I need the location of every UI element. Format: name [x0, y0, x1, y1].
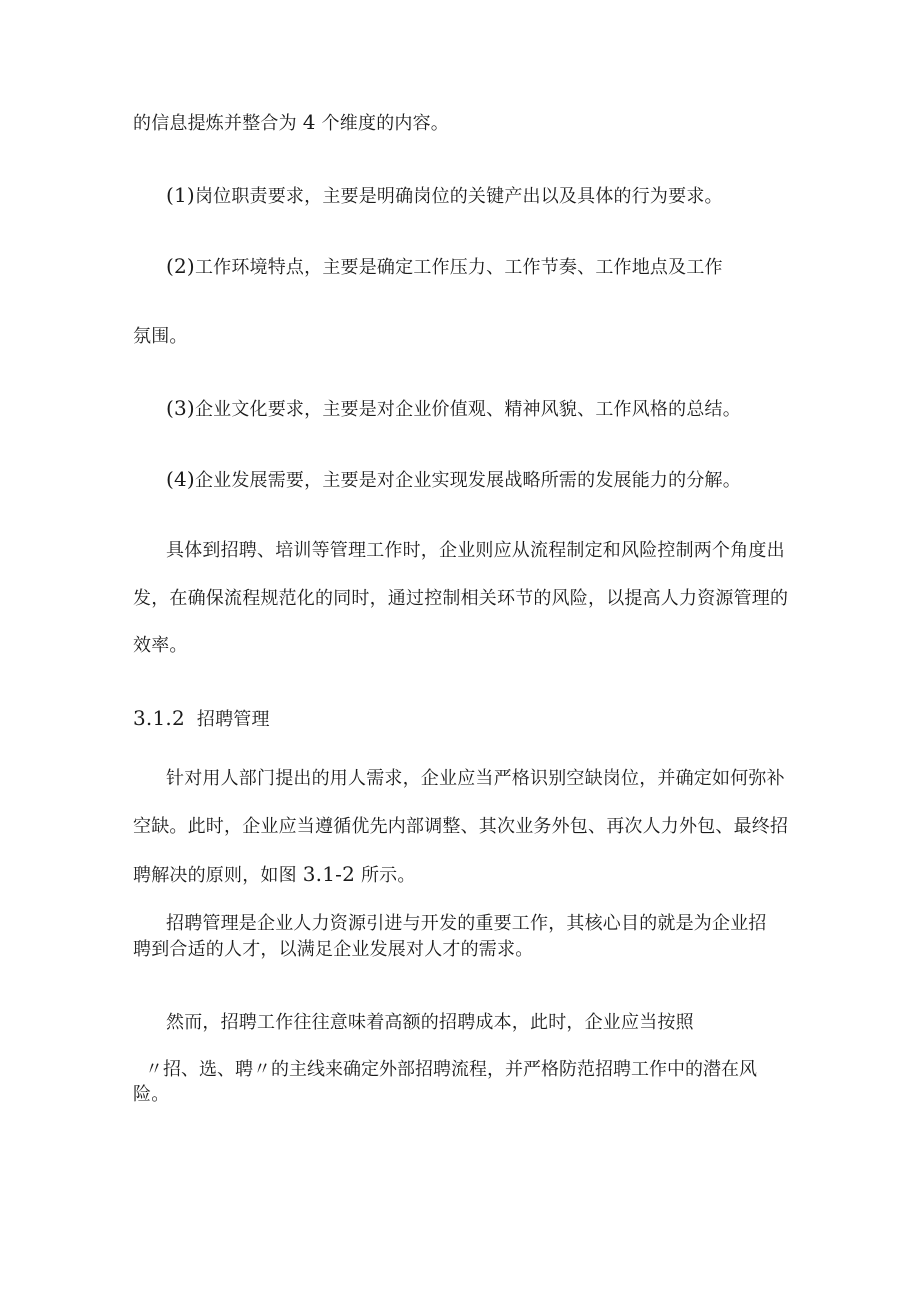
- text: 所示。: [360, 865, 416, 886]
- paragraph-line: [166, 912, 767, 936]
- list-item: [166, 467, 741, 493]
- text: 的信息提炼并整合为: [133, 113, 297, 134]
- list-text: 岗位职责要求，主要是明确岗位的关键产出以及具体的行为要求。: [194, 186, 723, 207]
- list-item-continuation: [133, 325, 188, 349]
- list-number: (3): [166, 396, 195, 420]
- text: 针对用人部门提出的用人需求，企业应当严格识别空缺岗位，并确定如何弥补: [166, 768, 785, 789]
- text: 效率。: [133, 635, 188, 656]
- paragraph-line: [133, 634, 188, 658]
- text: 空缺。此时，企业应当遵循优先内部调整、其次业务外包、再次人力外包、最终招: [133, 816, 789, 837]
- text: 招聘管理是企业人力资源引进与开发的重要工作，其核心目的就是为企业招: [166, 913, 767, 934]
- paragraph-line: [133, 938, 533, 962]
- text: 个维度的内容。: [321, 113, 449, 134]
- paragraph-line: [133, 110, 449, 136]
- paragraph-line: [133, 815, 788, 839]
- paragraph-line: [133, 862, 416, 888]
- section-number: 3.1.2: [133, 706, 185, 730]
- list-item: [166, 396, 741, 422]
- list-text: 企业文化要求，主要是对企业价值观、精神风貌、工作风格的总结。: [194, 399, 741, 420]
- list-text: 企业发展需要，主要是对企业实现发展战略所需的发展能力的分解。: [194, 470, 741, 491]
- paragraph-line: [145, 1058, 757, 1082]
- paragraph-line: [133, 1083, 169, 1107]
- list-number: (1): [166, 183, 195, 207]
- text: 聘到合适的人才，以满足企业发展对人才的需求。: [133, 939, 534, 960]
- list-item: [166, 254, 723, 280]
- text: 〃招、选、聘〃的主线来确定外部招聘流程，并严格防范招聘工作中的潜在风: [145, 1059, 757, 1080]
- paragraph-line: [133, 587, 788, 611]
- section-heading: [133, 706, 270, 732]
- list-item: [166, 183, 723, 209]
- text: 聘解决的原则，如图: [133, 865, 297, 886]
- paragraph-line: [166, 767, 785, 791]
- list-number: (4): [166, 467, 195, 491]
- text: 具体到招聘、培训等管理工作时，企业则应从流程制定和风险控制两个角度出: [166, 540, 785, 561]
- list-text: 工作环境特点，主要是确定工作压力、工作节奏、工作地点及工作: [194, 257, 723, 278]
- paragraph-line: [166, 539, 785, 563]
- list-number: (2): [166, 254, 195, 278]
- section-title: 招聘管理: [196, 709, 270, 730]
- paragraph-line: [166, 1011, 694, 1035]
- text: 险。: [133, 1084, 170, 1105]
- list-text: 氛围。: [133, 326, 188, 347]
- figure-reference: 3.1-2: [302, 862, 356, 886]
- text: 然而，招聘工作往往意味着高额的招聘成本，此时，企业应当按照: [166, 1012, 694, 1033]
- number: 4: [302, 110, 316, 134]
- text: 发，在确保流程规范化的同时，通过控制相关环节的风险，以提高人力资源管理的: [133, 588, 789, 609]
